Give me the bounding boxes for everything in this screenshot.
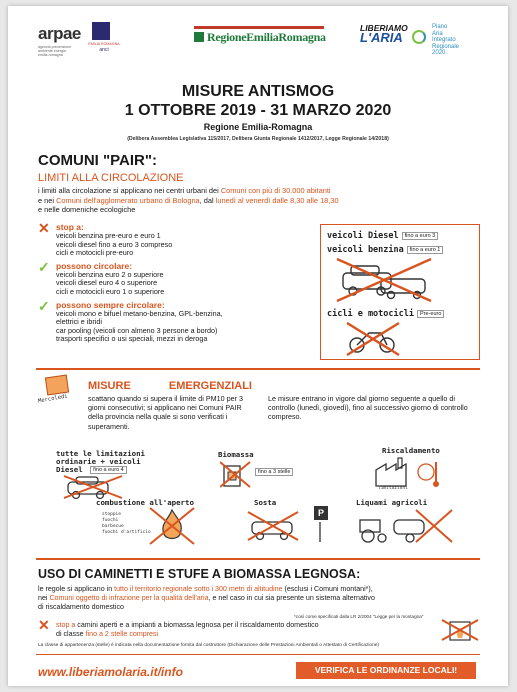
biomass-label: Biomassa (218, 450, 254, 459)
always-line: veicoli mono e bifuel metano-benzina, GPL-benzina, (56, 308, 223, 318)
biomass-t3: di riscaldamento domestico (38, 603, 124, 611)
calendar-icon (45, 375, 69, 396)
limiti-heading: LIMITI ALLA CIRCOLAZIONE (38, 172, 184, 184)
pair-rules-list (38, 222, 308, 347)
fire-crossed-icon (148, 506, 196, 546)
anci-region: EMILIA ROMAGNA (88, 42, 120, 46)
title-line-1: MISURE ANTISMOG (181, 83, 335, 100)
emergency-period-text: Le misure entrano in vigore dal giorno seguente a quello di controllo (lunedì, giovedì), fino al successivo giorno di controllo compreso. (268, 394, 468, 422)
class-note: La classe di appartenenza (stelle) è indicata nella documentazione fornita dal costruttore (Dichiarazione delle Prestazioni Ambientali o Attestato di Certificazione) (38, 643, 380, 648)
pair-l4: Regionale (432, 43, 460, 50)
biomass-stop-hl: stop a (56, 621, 76, 629)
pair-logo[interactable] (420, 24, 486, 57)
can-block (38, 258, 308, 297)
emergency-trigger-text: scattano quando si supera il limite di PM10 per 3 giorni consecutivi; si applicano nei Comuni PAIR della provincia nella quale si sono verificati i superamenti. (88, 394, 244, 431)
regione-bar (194, 26, 324, 29)
logo-bar (8, 22, 508, 72)
page-subtitle: Regione Emilia-Romagna (203, 122, 313, 132)
emergency-heading-2: EMERGENZIALI (168, 380, 252, 392)
section-divider (36, 558, 480, 560)
burning-note: barbecue (102, 524, 124, 529)
poster (8, 6, 508, 686)
liberiamo-top: LIBERIAMO (360, 23, 408, 33)
pair-l2: Aria (432, 30, 443, 37)
car-crossed-icon (62, 474, 132, 500)
benzina-text: veicoli benzina (327, 245, 404, 255)
regione-logo[interactable] (194, 26, 326, 45)
title-line-2: 1 OTTOBRE 2019 - 31 MARZO 2020 (124, 102, 392, 119)
check-icon: ✓ (38, 297, 50, 314)
pair-intro (38, 186, 478, 215)
biomass-t1-hl: tutto il territorio regionale sotto i 300 metri di altitudine (114, 585, 283, 593)
always-line: car pooling (veicoli con almeno 3 persone a bordo) (56, 325, 218, 335)
arpae-subtitle: agenzia prevenzione ambiente energia emilia-romagna (38, 45, 72, 57)
burning-notes (102, 512, 151, 536)
burning-note: fuochi (102, 518, 119, 523)
pair-l3: Integrato (432, 37, 456, 43)
intro-2: e nei (38, 195, 57, 205)
cross-icon: ✕ (38, 617, 50, 633)
parking-sign-icon: P (314, 506, 328, 520)
fireplace-crossed-icon (440, 618, 480, 642)
diesel-label (327, 231, 438, 241)
stop-block (38, 222, 308, 258)
always-block (38, 297, 308, 344)
always-line: elettrici e ibridi (56, 317, 102, 327)
benzina-tag: fino a euro 1 (407, 246, 444, 254)
verify-ordinances-button[interactable]: VERIFICA LE ORDINANZE LOCALI! (296, 662, 476, 679)
intro-2-hl: Comuni dell'agglomerato urbano di Bologna (56, 195, 200, 205)
moto-label (327, 309, 444, 319)
burning-note: fuochi d'artificio (102, 530, 151, 535)
biomass-t2: nei (38, 594, 50, 602)
can-line: veicoli diesel euro 4 o superiore (56, 278, 158, 288)
biomass-tag: fino a 3 stelle (255, 468, 293, 476)
stop-line: veicoli benzina pre-euro e euro 1 (56, 231, 161, 240)
diesel-text: veicoli Diesel (327, 231, 399, 241)
regione-mark-icon (194, 32, 204, 42)
biomass-stop (38, 617, 418, 639)
stop-line: cicli e motocicli pre-euro (56, 248, 134, 258)
diesel-tag: fino a euro 3 (402, 232, 439, 240)
pair-heading: COMUNI "PAIR": (38, 152, 157, 169)
pair-l1: Piano (432, 24, 448, 30)
moto-tag: Pre-euro (417, 310, 444, 318)
can-label: possono circolare: (56, 260, 133, 271)
arpae-wordmark: arpae (38, 24, 81, 43)
intro-1: i limiti alla circolazione si applicano nei centri urbani dei (38, 186, 221, 195)
biomass-t2-hl: Comuni oggetto di infrazione per la qualità dell'aria (49, 594, 209, 602)
can-line: veicoli benzina euro 2 o superiore (56, 269, 164, 279)
intro-3: e nelle domeniche ecologiche (38, 205, 136, 214)
intro-2-b: , dal (199, 195, 216, 205)
heating-label: Riscaldamento (382, 446, 440, 455)
stop-label: stop a: (56, 222, 84, 232)
always-line: trasporti specifici o usi speciali, mezzi in deroga (56, 334, 208, 344)
liberiamo-aria-logo[interactable] (360, 23, 408, 45)
motorbike-crossed-icon (343, 321, 403, 357)
anci-mark-icon (92, 22, 110, 40)
cars-crossed-icon (335, 257, 435, 303)
biomass-heading: USO DI CAMINETTI E STUFE A BIOMASSA LEGNOSA: (38, 567, 361, 581)
limits-label (56, 450, 152, 474)
biomass-t2-b: , e nel caso in cui sia presente un sistema alternativo (208, 594, 375, 602)
always-label: possono sempre circolare: (56, 299, 165, 310)
footer-divider (36, 654, 480, 655)
regione-wordmark (194, 30, 326, 45)
slurry-label: Liquami agricoli (356, 498, 428, 507)
burning-note: stoppie (102, 512, 121, 517)
tractor-crossed-icon (356, 508, 456, 544)
mountain-footnote: *così come specificati dalla LR 2/2004 "Legge per la montagna" (294, 614, 424, 619)
cross-icon: ✕ (38, 220, 50, 236)
limits-tag: fino a euro 4 (90, 466, 127, 474)
emergency-illustrations (38, 446, 478, 550)
legal-references: (Delibera Assemblea Legislativa 115/2017, Delibera Giunta Regionale 1412/2017, Legge Regionale 14/2018) (127, 136, 389, 142)
intro-2-hl2: lunedì al venerdì dalle 8,30 alle 18,30 (215, 195, 339, 205)
moto-text: cicli e motocicli (327, 309, 414, 319)
emergency-heading (88, 380, 252, 392)
parking-label: Sosta (254, 498, 277, 507)
pair-circle-icon (412, 30, 426, 44)
section-divider (36, 368, 480, 370)
biomass-stop-1: camini aperti e a impianti a biomassa legnosa per il riscaldamento domestico (75, 621, 319, 629)
regione-name: RegioneEmiliaRomagna (207, 30, 326, 44)
can-line: cicli e motocicli euro 1 o superiore (56, 286, 165, 296)
info-link[interactable]: www.liberiamolaria.it/info (38, 665, 183, 679)
limits-text: tutte le limitazioni ordinarie + veicoli Diesel (56, 449, 145, 474)
liberiamo-big: L'ARIA (360, 30, 403, 45)
check-icon: ✓ (38, 258, 50, 275)
emergency-heading-1: MISURE (88, 380, 131, 392)
intro-1-hl: Comuni con più di 30.000 abitanti (220, 186, 331, 195)
pair-logo-text (432, 24, 486, 57)
biomass-text (38, 585, 478, 612)
pair-l5: 2020 (432, 50, 446, 56)
anci-name: anci (99, 47, 109, 53)
biomass-stop-2: di classe (56, 630, 86, 638)
vehicles-panel (320, 224, 480, 360)
page-title (8, 82, 508, 120)
calendar-label: Mercoledì (37, 393, 69, 405)
anci-logo[interactable] (84, 22, 124, 52)
biomass-stop-2-hl: fino a 2 stelle compresi (85, 630, 159, 638)
biomass-t1: le regole si applicano in (38, 585, 115, 593)
factory-thermometer-icon (374, 456, 448, 490)
heating-note: limitazioni (378, 486, 408, 491)
arpae-logo[interactable] (38, 24, 81, 57)
burning-label: combustione all'aperto (96, 498, 194, 507)
biomass-t1-b: (esclusi i Comuni montani*), (282, 585, 373, 593)
stop-line: veicoli diesel fino a euro 3 compreso (56, 239, 173, 249)
benzina-label (327, 245, 443, 255)
